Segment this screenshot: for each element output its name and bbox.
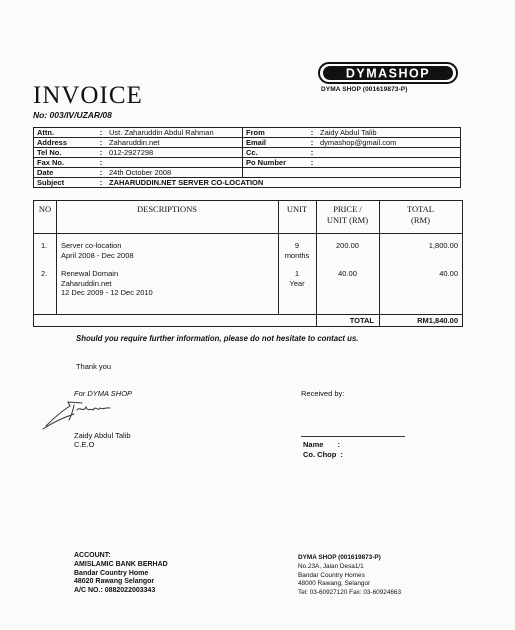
row-no: 2.: [41, 269, 48, 278]
po-value: [317, 158, 461, 168]
receiver-fields: [303, 440, 343, 460]
header-no: NO: [38, 204, 52, 214]
account-city: 48020 Rawang Selangor: [74, 578, 155, 586]
account-number: A/C NO.: 0882022003343: [74, 587, 156, 595]
signer-block: [74, 431, 131, 449]
row-desc-line: Server co-location: [61, 241, 122, 250]
further-info-note: Should you require further information, please do not hesitate to contact us.: [76, 334, 359, 343]
account-block: [74, 552, 168, 596]
address-line: No.23A, Jalan Desa1/1: [298, 562, 364, 570]
colon: :: [96, 158, 106, 168]
items-table: [33, 200, 463, 327]
colon: :: [96, 128, 106, 138]
invoice-number: No: 003/IV/UZAR/08: [33, 110, 112, 120]
date-value: 24th October 2008: [106, 168, 243, 178]
header-total-line1: TOTAL: [406, 204, 435, 214]
address-line: Bandar Country Homes: [298, 571, 365, 579]
subject-label: Subject: [34, 178, 97, 188]
row-unit-type: months: [284, 250, 310, 260]
header-price-line2: UNIT (RM): [326, 215, 369, 225]
row-total: 1,800.00: [428, 241, 458, 250]
total-amount: RM1,840.00: [417, 316, 458, 325]
account-heading: ACCOUNT:: [74, 552, 111, 559]
po-label: Po Number: [243, 158, 308, 168]
from-label: From: [243, 128, 308, 138]
row-description: [61, 269, 153, 298]
colon: :: [96, 138, 106, 148]
row-price: 40.00: [338, 269, 357, 278]
signer-name: Zaidy Abdul Talib: [74, 431, 131, 440]
row-desc-line: Renewal Domain: [61, 269, 119, 278]
row-desc-line: 12 Dec 2009 - 12 Dec 2010: [61, 288, 153, 297]
header-price-line1: PRICE /: [333, 204, 362, 214]
date-label: Date: [34, 168, 97, 178]
address-phone: Tel: 03-60927120 Fax: 03-60924663: [298, 589, 402, 597]
row-desc-line: April 2008 - Dec 2008: [61, 250, 134, 260]
subject-value: ZAHARUDDIN.NET SERVER CO-LOCATION: [106, 178, 461, 188]
row-total: 40.00: [439, 269, 458, 278]
received-by-line: [301, 436, 405, 437]
attn-value: Ust. Zaharuddin Abdul Rahman: [106, 128, 243, 138]
email-value: dymashop@gmail.com: [317, 138, 461, 148]
logo-text: DYMASHOP: [345, 66, 431, 81]
row-price: 200.00: [336, 241, 359, 250]
total-row: [34, 314, 462, 326]
tel-label: Tel No.: [34, 148, 97, 158]
row-unit-qty: 1: [294, 269, 300, 278]
invoice-title: INVOICE: [33, 82, 143, 109]
address-label: Address: [34, 138, 97, 148]
invoice-info-table: [33, 127, 461, 188]
row-description: [61, 241, 134, 260]
header-price: [316, 204, 379, 226]
name-label: Name: [303, 440, 324, 449]
email-label: Email: [243, 138, 308, 148]
thank-you-text: Thank you: [76, 362, 112, 371]
address-line: 48000 Rawang, Selangor: [298, 580, 371, 588]
colon: :: [96, 148, 106, 158]
cc-value: [317, 148, 461, 158]
signature-image: [40, 396, 132, 432]
total-label: TOTAL: [349, 316, 374, 325]
for-company-text: For DYMA SHOP: [74, 389, 133, 398]
fax-value: [106, 158, 243, 168]
account-bank: AMISLAMIC BANK BERHAD: [74, 560, 168, 568]
row-no: 1.: [41, 241, 48, 250]
row-unit-qty: 9: [294, 241, 300, 250]
colon: :: [307, 158, 317, 168]
row-unit: [278, 241, 316, 260]
account-branch: Bandar Country Home: [74, 569, 149, 577]
header-unit: UNIT: [286, 204, 308, 214]
tel-value: 012-2927298: [106, 148, 243, 158]
row-desc-line: Zaharuddin.net: [61, 278, 112, 288]
cc-label: Cc.: [243, 148, 308, 158]
chop-colon: :: [340, 450, 343, 459]
header-descriptions: DESCRIPTIONS: [137, 204, 197, 214]
row-unit-type: Year: [289, 278, 305, 288]
signer-title: C.E.O: [74, 440, 95, 449]
co-chop-label: Co. Chop: [303, 450, 337, 459]
attn-label: Attn.: [34, 128, 97, 138]
name-colon: :: [337, 440, 340, 449]
header-total-line2: (RM): [411, 215, 430, 225]
dymashop-logo: [318, 62, 458, 84]
colon: :: [96, 178, 106, 188]
from-value: Zaidy Abdul Talib: [317, 128, 461, 138]
header-total: [379, 204, 462, 226]
received-by-text: Received by:: [301, 389, 345, 398]
colon: :: [307, 128, 317, 138]
address-value: Zaharuddin.net: [106, 138, 243, 148]
company-name-reg: DYMA SHOP (001619873-P): [321, 86, 408, 93]
row-unit: [278, 269, 316, 288]
colon: :: [96, 168, 106, 178]
colon: :: [307, 148, 317, 158]
address-company: DYMA SHOP (001619873-P): [298, 554, 381, 561]
colon: :: [307, 138, 317, 148]
address-block: [298, 554, 401, 598]
fax-label: Fax No.: [34, 158, 97, 168]
